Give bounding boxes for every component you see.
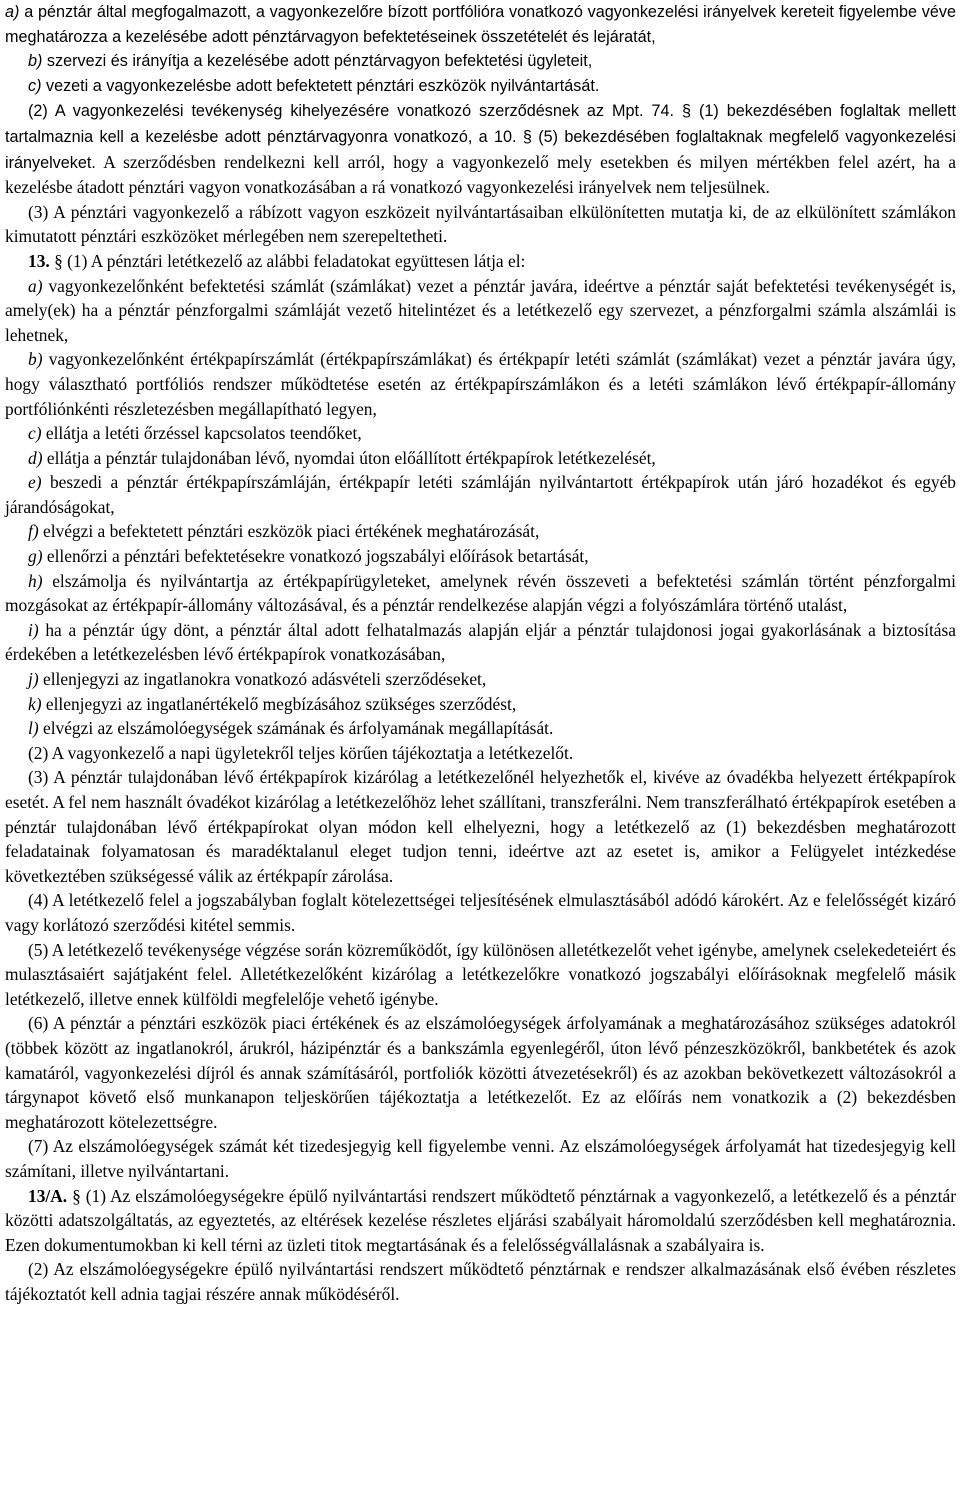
- paragraph-text: szervezi és irányítja a kezelésébe adott pénztárvagyon befektetési ügyleteit,: [42, 52, 593, 71]
- list-item-g: [5, 544, 956, 569]
- paragraph-text: vagyonkezelőnként befektetési számlát (számlákat) vezet a pénztár javára, ideértve a pénztár saját befektetési tevékenységét is, amely(ek) ha a pénztár pénzforgalmi számláját vezető hitelintézet és a letétkezelő egy szervezet, a pénzforgalmi számla alszámlái is lehetnek,: [5, 275, 956, 345]
- paragraph-3: [5, 74, 956, 99]
- paragraph-text: (2) A vagyonkezelő a napi ügyletekről teljes körűen tájékoztatja a letétkezelőt.: [28, 742, 574, 763]
- item-label: j): [28, 669, 39, 690]
- section-13-heading: [5, 249, 956, 274]
- item-label: l): [28, 718, 39, 739]
- paragraph-13-7: [5, 1134, 956, 1183]
- list-item-k: [5, 692, 956, 717]
- paragraph-text: (2) Az elszámolóegységekre épülő nyilvántartási rendszert működtető pénztárnak e rendszer alkalmazásának első évében részletes tájékoztatót kell adnia tagjai részére annak működéséről.: [5, 1259, 956, 1304]
- list-item-b: [5, 347, 956, 421]
- paragraph-text: elvégzi az elszámolóegységek számának és árfolyamának megállapítását.: [38, 718, 554, 739]
- paragraph-text: § (1) Az elszámolóegységekre épülő nyilvántartási rendszert működtető pénztárnak a vagyonkezelő, a letétkezelő és a pénztár közötti adatszolgáltatás, az egyeztetés, az eltérések kezelése részletes eljárási szabályait háromoldalú szerződésben kell meghatároznia. Ezen dokumentumokban ki kell térni az üzleti titok megtartásának és a felelősségvállalásnak a szabályaira is.: [5, 1185, 956, 1255]
- paragraph-text: (4) A letétkezelő felel a jogszabályban foglalt kötelezettségei teljesítésének elmulasztásából adódó károkért. Az e felelősségét kizáró vagy korlátozó szerződési kitétel semmis.: [5, 890, 956, 935]
- paragraph-text: ellenjegyzi az ingatlanértékelő megbízásához szükséges szerződést,: [41, 693, 517, 714]
- paragraph-13-5: [5, 938, 956, 1012]
- item-label: h): [28, 570, 43, 591]
- paragraph-13-6: [5, 1011, 956, 1134]
- paragraph-text: (3) A pénztári vagyonkezelő a rábízott vagyon eszközeit nyilvántartásaiban elkülönítetten mutatja ki, de az elkülönített számlákon kimutatott pénztári eszközöket mérlegében nem szerepeltetheti.: [5, 201, 956, 247]
- paragraph-text: ellenjegyzi az ingatlanokra vonatkozó adásvételi szerződéseket,: [38, 669, 487, 690]
- list-item-c: [5, 421, 956, 446]
- list-item-a: [5, 274, 956, 348]
- item-label: a): [28, 275, 43, 296]
- paragraph-text: (6) A pénztár a pénztári eszközök piaci értékének és az elszámolóegységek árfolyamának a meghatározásához szükséges adatokról (többek között az ingatlanokról, árukról, házipénztár és a bankszámla egyenlegéről, úton lévő pénzeszközökről, bankbetétek és azok kamatáról, vagyonkezelési díjról és annak számításáról, portfoliók közötti átvezetésekről) és az azokban bekövetkezett változásokról a tárgynapot követő első munkanapon teljeskörűen tájékoztatja a letétkezelőt. Ez az előírás nem vonatkozik a (2) bekezdésben meghatározott kötelezettségre.: [5, 1013, 956, 1132]
- paragraph-text: (3) A pénztár tulajdonában lévő értékpapírok kizárólag a letétkezelőnél helyezhetők el, kivéve az óvadékba helyezett értékpapírok esetét. A fel nem használt óvadékot kizárólag a letétkezelőhöz lehet szállítani, transzferálni. Nem transzferálható értékpapírok esetében a pénztár tulajdonában lévő értékpapírokat olyan módon kell elhelyezni, hogy a letétkezelő az (1) bekezdésben meghatározott feladatainak folyamatosan és maradéktalanul eleget tudjon tenni, ideértve azt az esetet is, amikor a Felügyelet intézkedése következtében szükségessé válik az értékpapír zárolása.: [5, 767, 956, 886]
- item-label: f): [28, 521, 39, 542]
- paragraph-text: elvégzi a befektetett pénztári eszközök piaci értékének meghatározását,: [38, 521, 540, 542]
- paragraph-13a-2: [5, 1257, 956, 1306]
- paragraph-1: [5, 0, 956, 49]
- item-label: b): [28, 349, 43, 370]
- paragraph-text-continued: A szerződésben rendelkezni kell arról, hogy a vagyonkezelő mely esetekben és milyen mértékben felel azért, ha a kezelésbe átadott pénztári vagyon vonatkozásában a rá vonatkozó vagyonkezelési irányelvek nem teljesülnek.: [5, 151, 956, 198]
- item-label: k): [28, 693, 42, 714]
- paragraph-text: (2) A vagyonkezelési tevékenység kihelyezésére vonatkozó szerződésnek az Mpt. 74. § (1) bekezdésében foglaltak mellett tartalmaznia kell a kezelésbe adott pénztárvagyonra vonatkozó, a 10. § (5) bekezdésében foglaltaknak megfelelő vagyonkezelési irányelveket.: [5, 102, 956, 172]
- item-label: i): [28, 619, 39, 640]
- section-13a-heading: [5, 1184, 956, 1258]
- paragraph-13-3: [5, 765, 956, 888]
- list-item-i: [5, 618, 956, 667]
- paragraph-text: elszámolja és nyilvántartja az értékpapírügyleteket, amelynek révén összeveti a befektetési számlán történt pénzforgalmi mozgásokat az értékpapír-állomány változásával, és a pénztár rendelkezése alapján végzi a folyószámlára történő utalást,: [5, 570, 956, 616]
- paragraph-text: ellenőrzi a pénztári befektetésekre vonatkozó jogszabályi előírások betartását,: [42, 546, 589, 567]
- list-item-e: [5, 470, 956, 519]
- paragraph-text: ha a pénztár úgy dönt, a pénztár által adott felhatalmazás alapján eljár a pénztár tulajdonosi jogai gyakorlásának a biztosítása érdekében a letétkezelésben lévő értékpapírok vonatkozásában,: [5, 619, 956, 665]
- paragraph-text: a pénztár által megfogalmazott, a vagyonkezelőre bízott portfólióra vonatkozó vagyonkezelési irányelvek kereteit figyelembe véve meghatározza a kezelésébe adott pénztárvagyon befektetéseinek összetételét és lejáratát,: [5, 3, 956, 46]
- list-item-d: [5, 446, 956, 471]
- list-item-h: [5, 569, 956, 618]
- paragraph-13-4: [5, 888, 956, 937]
- item-label: d): [28, 447, 43, 468]
- paragraph-text: vagyonkezelőnként értékpapírszámlát (értékpapírszámlákat) és értékpapír letéti számlát (számlákat) vezet a pénztár javára úgy, hogy választható portfóliós rendszer működtetése esetén az értékpapírszámlákon és a letéti számlákon lévő értékpapír-állomány portfóliónkénti részletezésben megállapítható legyen,: [5, 349, 956, 419]
- list-item-l: [5, 716, 956, 741]
- paragraph-text: (5) A letétkezelő tevékenysége végzése során közreműködőt, így különösen alletétkezelőt vehet igénybe, amelynek cselekedeteiért és mulasztásaiért sajátjaként felel. Alletétkezelőként kizárólag a letétkezelőkre vonatkozó jogszabályi előírásoknak megfelelő másik letétkezelő, illetve ennek külföldi megfelelője vehető igénybe.: [5, 939, 956, 1009]
- paragraph-text: (7) Az elszámolóegységek számát két tizedesjegyig kell figyelembe venni. Az elszámolóegységek árfolyamát hat tizedesjegyig kell számítani, illetve nyilvántartani.: [5, 1136, 956, 1181]
- paragraph-text: ellátja a letéti őrzéssel kapcsolatos teendőket,: [41, 423, 362, 444]
- paragraph-4: [5, 98, 956, 199]
- paragraph-5: [5, 200, 956, 249]
- paragraph-text: § (1) A pénztári letétkezelő az alábbi feladatokat együttesen látja el:: [49, 250, 526, 271]
- item-label: a): [5, 3, 20, 21]
- paragraph-13-2: [5, 741, 956, 766]
- section-number: 13/A.: [28, 1185, 68, 1206]
- paragraph-2: [5, 49, 956, 74]
- item-label: e): [28, 472, 42, 493]
- paragraph-text: vezeti a vagyonkezelésbe adott befektetett pénztári eszközök nyilvántartását.: [41, 76, 600, 95]
- item-label: g): [28, 546, 43, 567]
- item-label: c): [28, 423, 42, 444]
- list-item-j: [5, 667, 956, 692]
- paragraph-text: ellátja a pénztár tulajdonában lévő, nyomdai úton előállított értékpapírok letétkezelését,: [42, 447, 656, 468]
- item-label: b): [28, 52, 43, 71]
- item-label: c): [28, 76, 42, 95]
- section-number: 13.: [28, 250, 50, 271]
- paragraph-text: beszedi a pénztár értékpapírszámláján, értékpapír letéti számláján nyilvántartott értékpapírok után járó hozadékot és egyéb járandóságokat,: [5, 472, 956, 517]
- list-item-f: [5, 519, 956, 544]
